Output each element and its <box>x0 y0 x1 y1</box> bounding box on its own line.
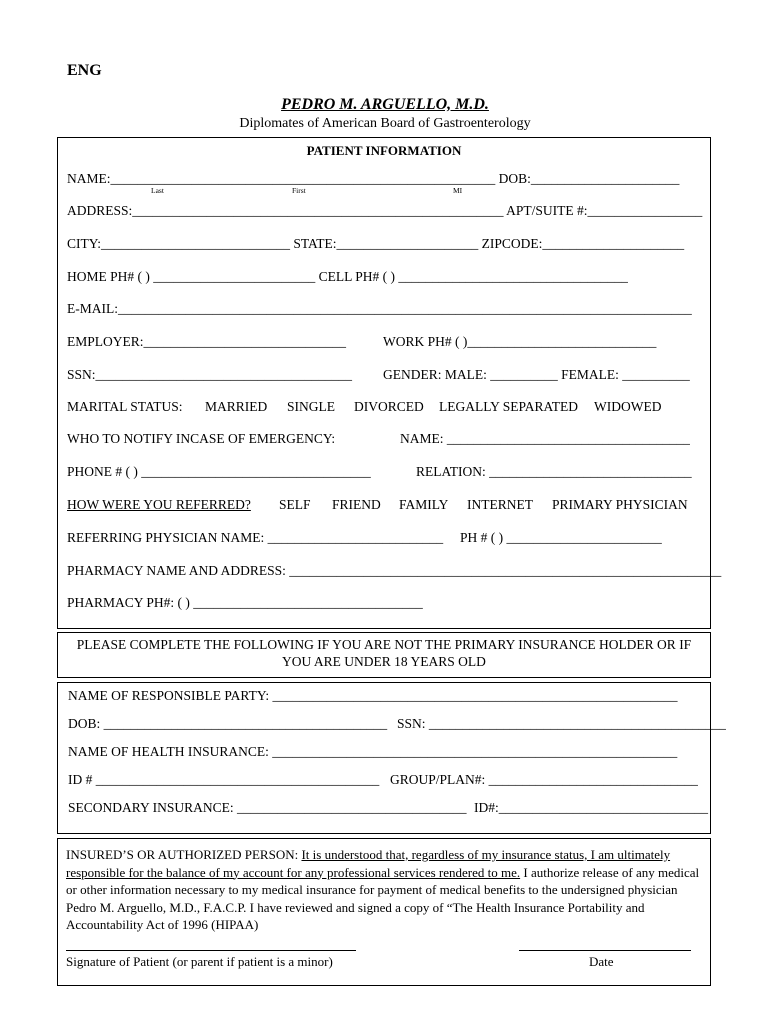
emergency-name-field[interactable]: NAME: ____________________________________ <box>400 431 690 446</box>
emergency-contact-label: WHO TO NOTIFY INCASE OF EMERGENCY: <box>67 431 336 446</box>
group-plan-field[interactable]: GROUP/PLAN#: _______________________________ <box>390 772 698 787</box>
referral-option-friend[interactable]: FRIEND <box>332 497 381 512</box>
insurance-notice-line-1: PLEASE COMPLETE THE FOLLOWING IF YOU ARE NOT THE PRIMARY INSURANCE HOLDER OR IF <box>76 637 692 652</box>
doctor-name: PEDRO M. ARGUELLO, M.D. <box>281 96 489 113</box>
marital-option-widowed[interactable]: WIDOWED <box>594 399 662 414</box>
ssn-field[interactable]: SSN:______________________________________ <box>67 367 353 382</box>
insurance-dob-field[interactable]: DOB: __________________________________________ <box>68 716 388 731</box>
date-label: Date <box>589 954 614 969</box>
employer-field[interactable]: EMPLOYER:______________________________ <box>67 334 347 349</box>
marital-option-married[interactable]: MARRIED <box>205 399 268 414</box>
consent-lead: INSURED’S OR AUTHORIZED PERSON: <box>66 847 302 862</box>
pharmacy-phone-field[interactable]: PHARMACY PH#: ( ) __________________________________ <box>67 595 423 610</box>
marital-option-legally-separated[interactable]: LEGALLY SEPARATED <box>439 399 579 414</box>
consent-authorization-text: I authorize release of any medical or other information necessary to my medical insurance for payment of medical benefits to the undersigned physician Pedro M. Arguello, M.D., F.A.C.P. I have reviewed and signed a copy of “The Health Insurance Portability and Accountability Act of 1996 (HIPAA) <box>66 864 700 932</box>
email-field[interactable]: E-MAIL:_____________________________________________________________________________________ <box>67 301 692 316</box>
responsible-party-field[interactable]: NAME OF RESPONSIBLE PARTY: ____________________________________________________________ <box>68 688 678 703</box>
insurance-notice-line-2: YOU ARE UNDER 18 YEARS OLD <box>282 654 486 669</box>
date-signature-line[interactable] <box>519 950 691 951</box>
emergency-phone-field[interactable]: PHONE # ( ) __________________________________ <box>67 464 371 479</box>
consent-paragraph <box>66 846 706 934</box>
language-code: ENG <box>67 62 102 79</box>
marital-option-single[interactable]: SINGLE <box>287 399 335 414</box>
name-dob-field[interactable]: NAME:_________________________________________________________ DOB:______________________ <box>67 171 680 186</box>
patient-information-title: PATIENT INFORMATION <box>306 143 462 158</box>
referring-physician-field[interactable]: REFERRING PHYSICIAN NAME: __________________________ <box>67 530 444 545</box>
referral-label: HOW WERE YOU REFERRED? <box>67 497 251 512</box>
patient-signature-line[interactable] <box>66 950 356 951</box>
name-sublabel-last: Last <box>151 186 164 195</box>
referral-option-self[interactable]: SELF <box>279 497 311 512</box>
phone-fields[interactable]: HOME PH# ( ) ________________________ CELL PH# ( ) __________________________________ <box>67 269 628 284</box>
city-state-zip-field[interactable]: CITY:____________________________ STATE:_____________________ ZIPCODE:_____________________ <box>67 236 685 251</box>
insurance-ssn-field[interactable]: SSN: ____________________________________________ <box>397 716 726 731</box>
emergency-relation-field[interactable]: RELATION: ______________________________ <box>416 464 692 479</box>
name-sublabel-first: First <box>292 186 306 195</box>
gender-field[interactable]: GENDER: MALE: __________ FEMALE: __________ <box>383 367 690 382</box>
marital-option-divorced[interactable]: DIVORCED <box>354 399 424 414</box>
name-sublabel-mi: MI <box>453 186 463 195</box>
referral-option-family[interactable]: FAMILY <box>399 497 449 512</box>
work-phone-field[interactable]: WORK PH# ( )____________________________ <box>383 334 657 349</box>
practice-subtitle: Diplomates of American Board of Gastroenterology <box>239 116 531 131</box>
referral-option-internet[interactable]: INTERNET <box>467 497 533 512</box>
pharmacy-field[interactable]: PHARMACY NAME AND ADDRESS: ________________________________________________________________ <box>67 563 722 578</box>
secondary-insurance-field[interactable]: SECONDARY INSURANCE: __________________________________ <box>68 800 467 815</box>
referring-physician-phone-field[interactable]: PH # ( ) _______________________ <box>460 530 662 545</box>
consent-responsibility-statement: It is understood that, regardless of my insurance status, I am ultimately responsible for the balance of my account for any professional services rendered to me. <box>66 847 671 880</box>
referral-option-primary-physician[interactable]: PRIMARY PHYSICIAN <box>552 497 688 512</box>
insurance-notice-text <box>62 636 706 670</box>
insurance-id-field[interactable]: ID # __________________________________________ <box>68 772 380 787</box>
address-field[interactable]: ADDRESS:_______________________________________________________ APT/SUITE #:_________________ <box>67 203 703 218</box>
marital-status-label: MARITAL STATUS: <box>67 399 183 414</box>
health-insurance-field[interactable]: NAME OF HEALTH INSURANCE: ____________________________________________________________ <box>68 744 678 759</box>
signature-label: Signature of Patient (or parent if patient is a minor) <box>66 954 333 969</box>
secondary-insurance-id-field[interactable]: ID#:_______________________________ <box>474 800 708 815</box>
